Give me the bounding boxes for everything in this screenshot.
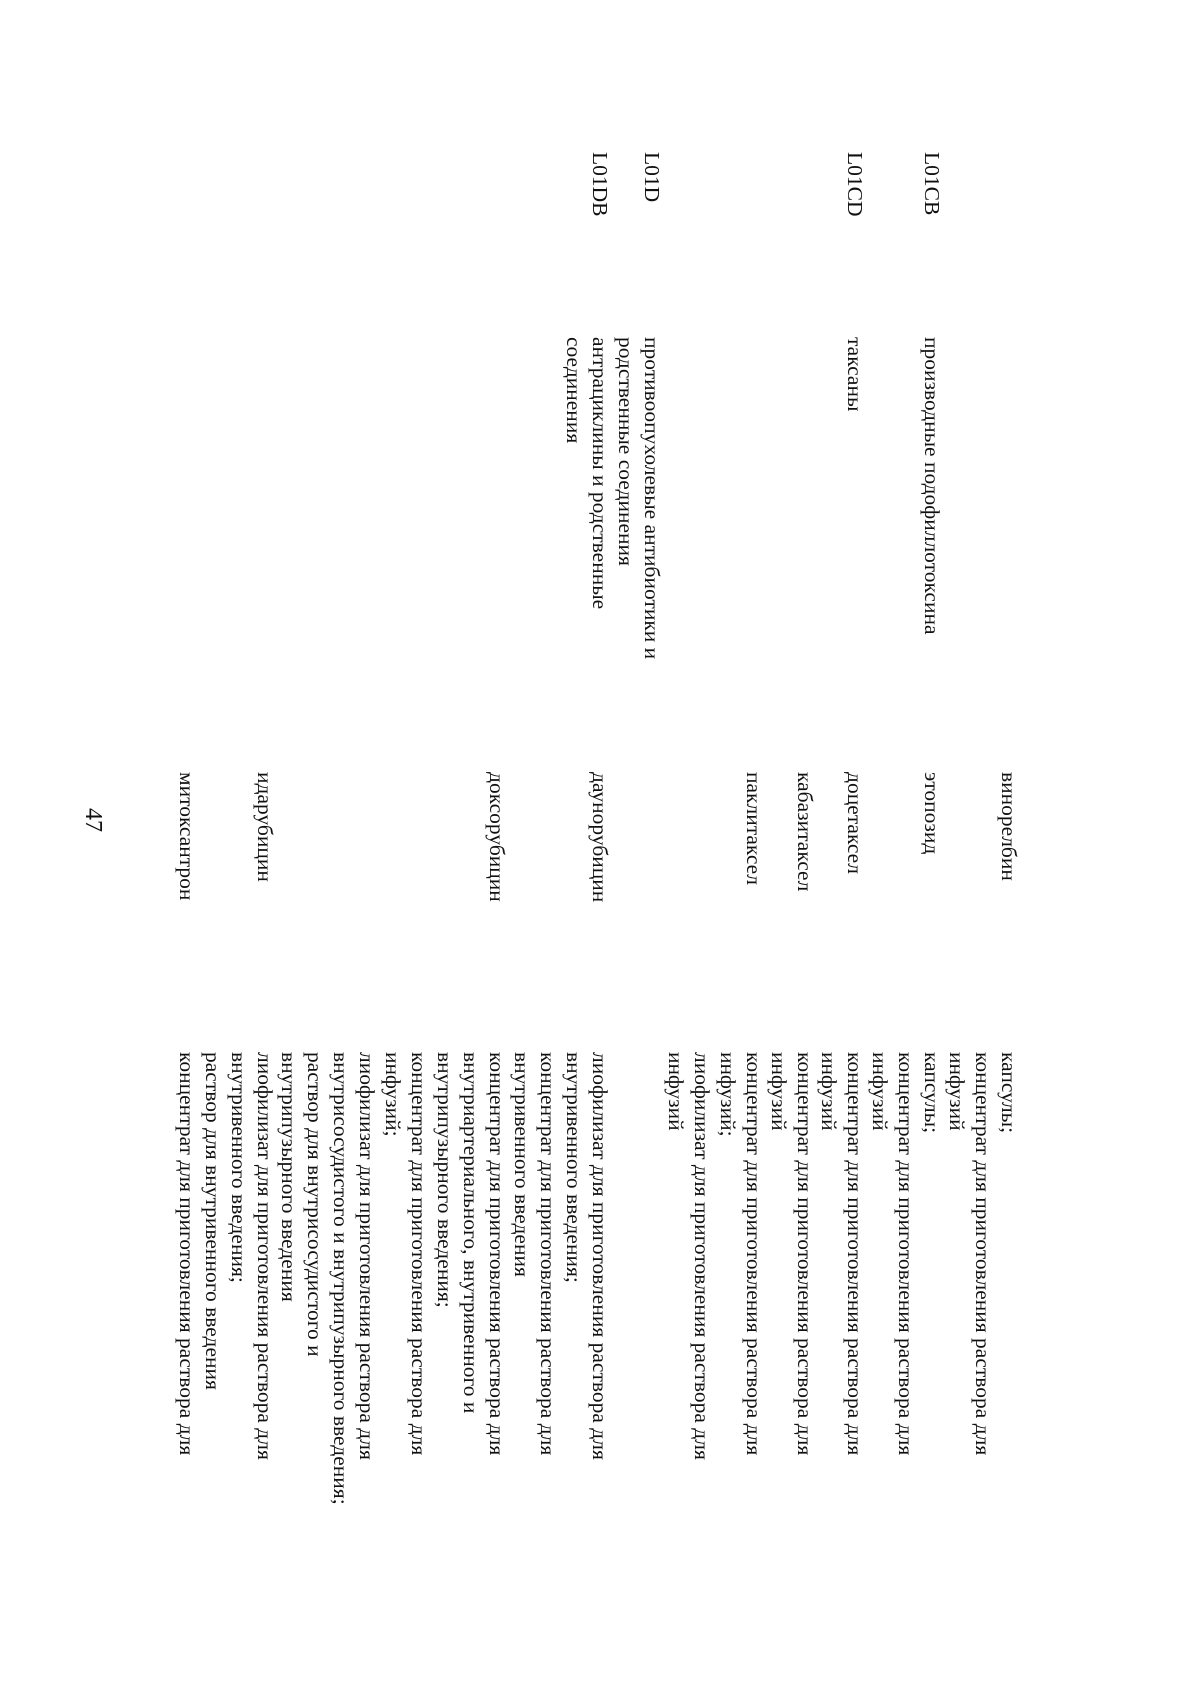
dosage-form-line: внутривенного введения; [227, 1052, 251, 1283]
dosage-form-line: внутрипузырного введения [277, 1052, 301, 1302]
dosage-form-line: внутриартериального, внутривенного и [459, 1052, 483, 1414]
atc-group-name: родственные соединения [614, 337, 638, 566]
dosage-form-line: внутрисосудистого и внутрипузырного введения; [329, 1052, 353, 1505]
dosage-form-line: инфузий; [716, 1052, 740, 1137]
dosage-form-line: внутривенного введения [510, 1052, 534, 1277]
drug-name: кабазитаксел [793, 772, 817, 892]
atc-group-name: таксаны [843, 337, 867, 412]
drug-name: митоксантрон [175, 772, 199, 901]
dosage-form-line: внутривенного введения; [562, 1052, 586, 1283]
dosage-form-line: концентрат для приготовления раствора для [971, 1052, 995, 1456]
dosage-form-line: концентрат для приготовления раствора для [407, 1052, 431, 1456]
atc-group-name: антрациклины и родственные [588, 337, 612, 610]
drug-name: этопозид [920, 772, 944, 855]
drug-name: винорелбин [997, 772, 1021, 881]
atc-group-name: противоопухолевые антибиотики и [640, 337, 664, 660]
dosage-form-line: инфузий [767, 1052, 791, 1131]
dosage-form-line: инфузий [945, 1052, 969, 1131]
dosage-form-line: концентрат для приготовления раствора для [793, 1052, 817, 1456]
atc-group-name: производные подофиллотоксина [920, 337, 944, 635]
dosage-form-line: инфузий; [381, 1052, 405, 1137]
drug-name: паклитаксел [742, 772, 766, 885]
atc-code: L01CB [920, 152, 944, 216]
dosage-form-line: лиофилизат для приготовления раствора для [588, 1052, 612, 1460]
dosage-form-line: инфузий [817, 1052, 841, 1131]
atc-code: L01DB [588, 152, 612, 217]
dosage-form-line: концентрат для приготовления раствора для [742, 1052, 766, 1456]
dosage-form-line: концентрат для приготовления раствора для [536, 1052, 560, 1456]
dosage-form-line: инфузий [664, 1052, 688, 1131]
dosage-form-line: раствор для внутривенного введения [201, 1052, 225, 1390]
dosage-form-line: концентрат для приготовления раствора для [894, 1052, 918, 1456]
dosage-form-line: концентрат для приготовления раствора для [843, 1052, 867, 1456]
dosage-form-line: лиофилизат для приготовления раствора для [690, 1052, 714, 1460]
drug-name: доцетаксел [843, 772, 867, 874]
atc-code: L01CD [843, 152, 867, 217]
drug-name: доксорубицин [485, 772, 509, 902]
drug-name: идарубицин [253, 772, 277, 882]
atc-group-name: соединения [562, 337, 586, 444]
page-number: 47 [80, 808, 106, 832]
dosage-form-line: концентрат для приготовления раствора для [485, 1052, 509, 1456]
dosage-form-line: внутрипузырного введения; [433, 1052, 457, 1308]
dosage-form-line: лиофилизат для приготовления раствора для [355, 1052, 379, 1460]
dosage-form-line: инфузий [868, 1052, 892, 1131]
dosage-form-line: капсулы; [920, 1052, 944, 1134]
atc-code: L01D [640, 152, 664, 203]
dosage-form-line: концентрат для приготовления раствора для [175, 1052, 199, 1456]
dosage-form-line: раствор для внутрисосудистого и [303, 1052, 327, 1357]
dosage-form-line: лиофилизат для приготовления раствора для [253, 1052, 277, 1460]
drug-name: даунорубицин [588, 772, 612, 903]
dosage-form-line: капсулы; [997, 1052, 1021, 1134]
